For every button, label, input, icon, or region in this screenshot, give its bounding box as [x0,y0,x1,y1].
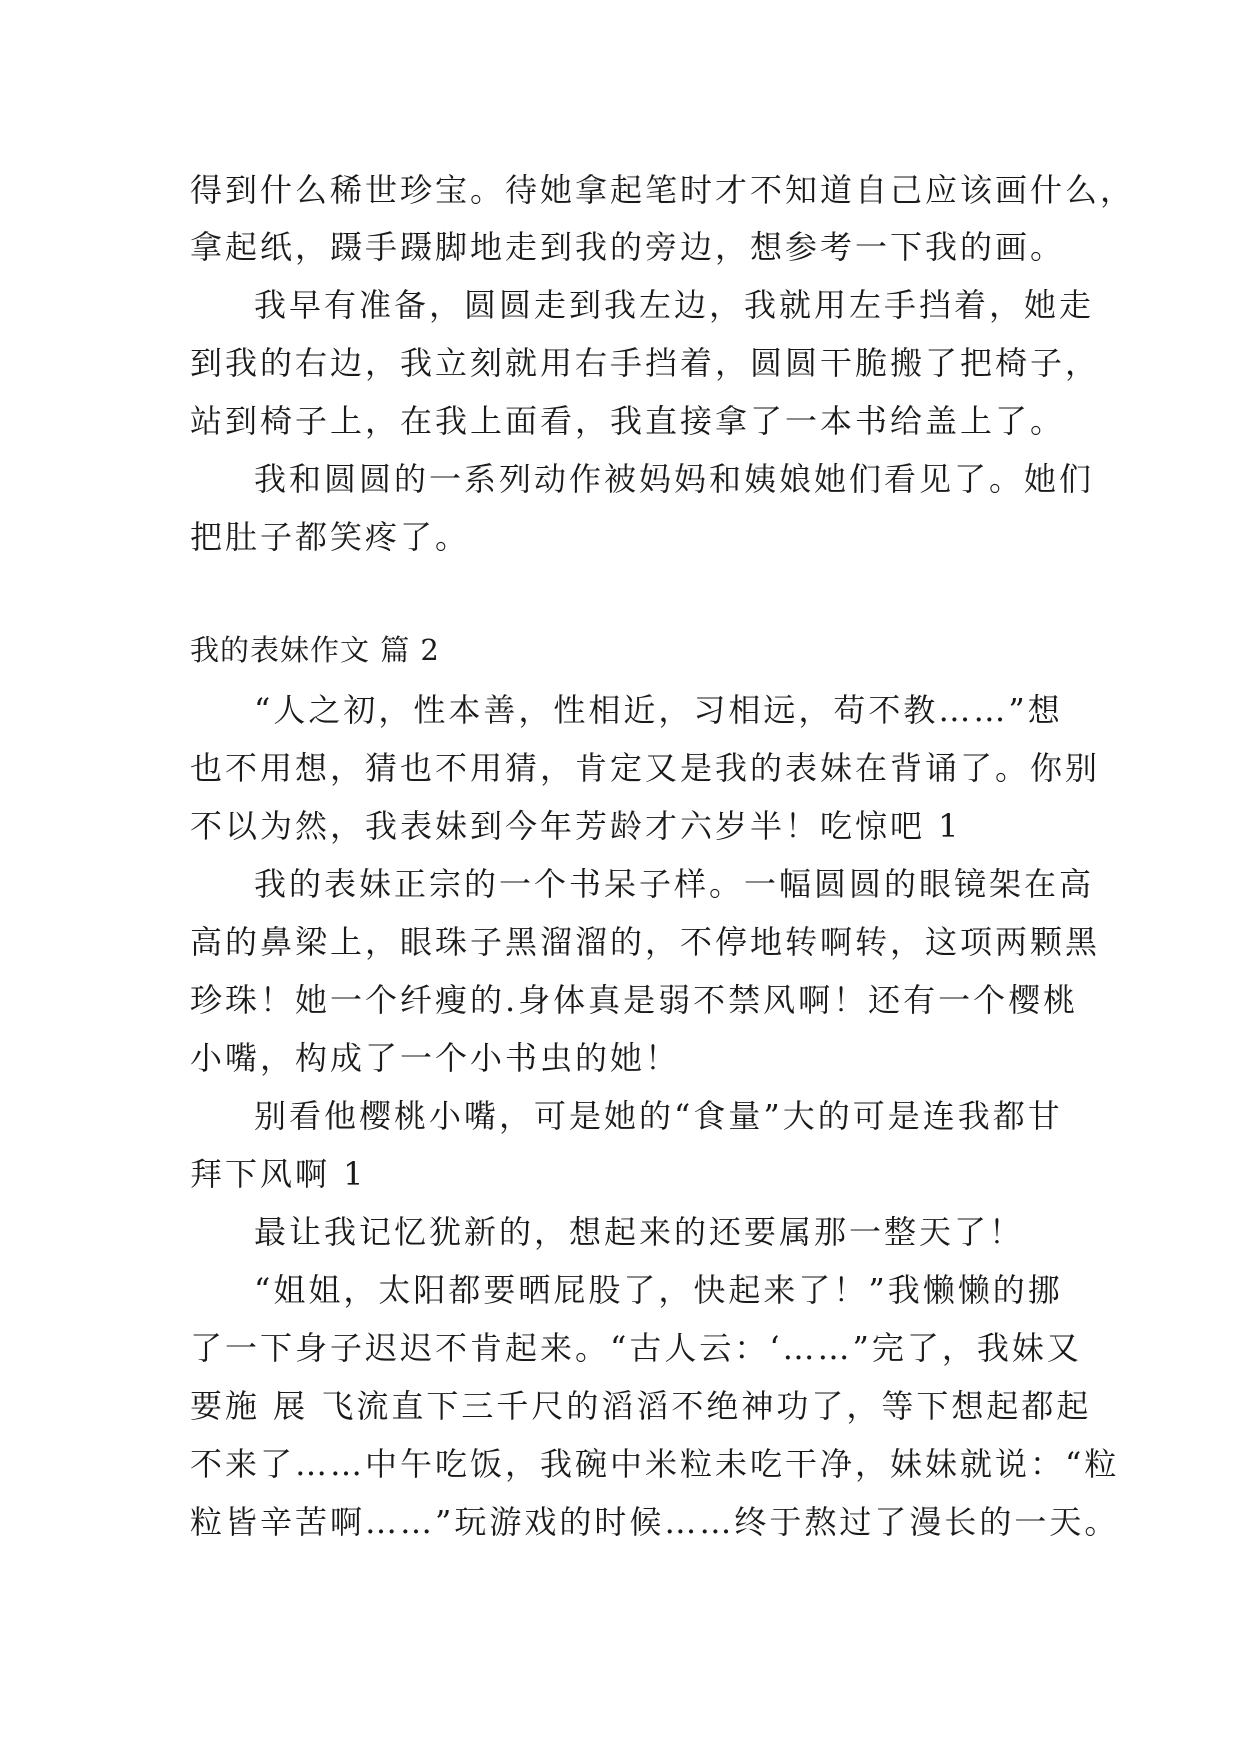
text-line: 拜下风啊 1 [190,1155,367,1193]
section-heading: 我的表妹作文 篇 2 [190,633,440,667]
text-line: 到我的右边，我立刻就用右手挡着，圆圆干脆搬了把椅子， [190,344,1101,382]
text-line: 粒皆辛苦啊……”玩游戏的时候……终于熬过了漫长的一天。 [190,1503,1120,1541]
text-line: 小嘴，构成了一个小书虫的她！ [190,1039,681,1077]
text-line: 不来了……中午吃饭，我碗中米粒未吃干净，妹妹就说：“粒 [190,1445,1120,1483]
text-line: “人之初，性本善，性相近，习相远，苟不教……”想 [254,691,1063,729]
text-line: 我和圆圆的一系列动作被妈妈和姨娘她们看见了。她们 [254,460,1095,498]
text-line: 把肚子都笑疼了。 [190,518,471,556]
text-line: 要施 展 飞流直下三千尺的滔滔不绝神功了，等下想起都起 [190,1387,1092,1425]
text-line: 我早有准备，圆圆走到我左边，我就用左手挡着，她走 [254,286,1095,324]
text-line: 不以为然，我表妹到今年芳龄才六岁半！吃惊吧 1 [190,807,962,845]
text-line: 了一下身子迟迟不肯起来。“古人云：‘……”完了，我妹又 [190,1329,1082,1367]
text-line: 得到什么稀世珍宝。待她拿起笔时才不知道自己应该画什么， [190,171,1136,209]
text-line: 也不用想，猜也不用猜，肯定又是我的表妹在背诵了。你别 [190,749,1101,787]
text-line: 别看他樱桃小嘴，可是她的“食量”大的可是连我都甘 [254,1097,1063,1135]
text-line: “姐姐，太阳都要晒屁股了，快起来了！”我懒懒的挪 [254,1271,1063,1309]
text-line: 我的表妹正宗的一个书呆子样。一幅圆圆的眼镜架在高 [254,865,1095,903]
text-line: 站到椅子上，在我上面看，我直接拿了一本书给盖上了。 [190,402,1066,440]
text-line: 珍珠！她一个纤瘦的.身体真是弱不禁风啊！还有一个樱桃 [190,981,1079,1019]
text-line: 高的鼻梁上，眼珠子黑溜溜的，不停地转啊转，这项两颗黑 [190,923,1101,961]
text-line: 拿起纸，蹑手蹑脚地走到我的旁边，想参考一下我的画。 [190,228,1066,266]
text-line: 最让我记忆犹新的，想起来的还要属那一整天了！ [254,1213,1025,1251]
